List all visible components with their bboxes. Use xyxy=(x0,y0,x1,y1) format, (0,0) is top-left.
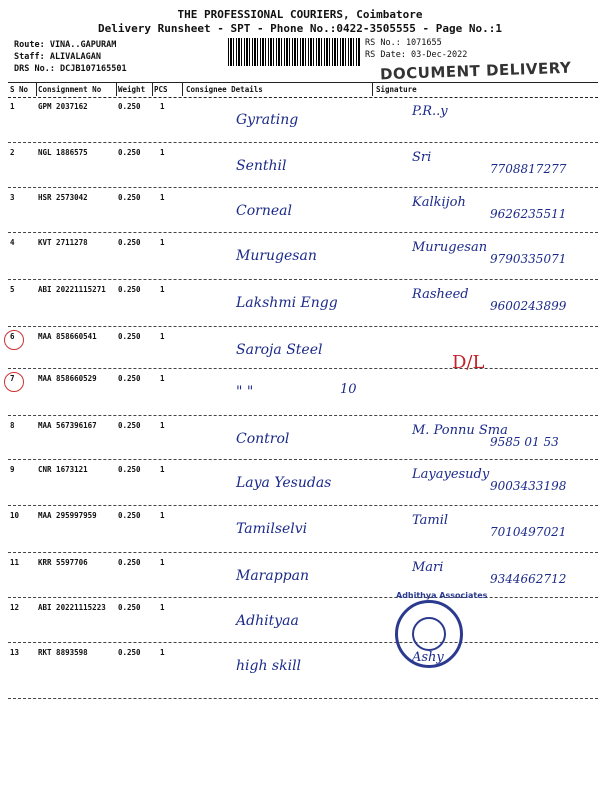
cell-sno: 9 xyxy=(10,465,15,474)
cell-consignment: KVT 2711278 xyxy=(38,238,88,247)
row-divider xyxy=(8,279,598,280)
cell-pcs: 1 xyxy=(160,285,165,294)
cell-weight: 0.250 xyxy=(118,603,141,612)
cell-consignment: MAA 858660529 xyxy=(38,374,97,383)
cell-weight: 0.250 xyxy=(118,238,141,247)
cell-sno: 10 xyxy=(10,511,20,520)
signature-handwriting: P.R..y xyxy=(412,104,448,119)
dl-mark: D/L xyxy=(452,352,485,373)
consignee-handwriting: Control xyxy=(236,431,290,447)
cell-weight: 0.250 xyxy=(118,285,141,294)
row-divider xyxy=(8,142,598,143)
row-divider xyxy=(8,597,598,598)
col-divider xyxy=(116,82,117,96)
rs-date-label: RS Date: 03-Dec-2022 xyxy=(365,50,468,60)
cell-sno: 12 xyxy=(10,603,20,612)
cell-consignment: NGL 1886575 xyxy=(38,148,88,157)
cell-weight: 0.250 xyxy=(118,648,141,657)
row-divider xyxy=(8,368,598,369)
cell-pcs: 1 xyxy=(160,374,165,383)
signature-handwriting: Layayesudy xyxy=(412,467,490,482)
bottom-rule xyxy=(8,698,598,699)
cell-consignment: KRR 5597706 xyxy=(38,558,88,567)
consignee-handwriting: Murugesan xyxy=(236,248,317,264)
col-divider xyxy=(182,82,183,96)
row-divider xyxy=(8,232,598,233)
phone-handwriting: 7708817277 xyxy=(490,162,567,176)
consignee-handwriting: Saroja Steel xyxy=(236,342,323,358)
cell-weight: 0.250 xyxy=(118,558,141,567)
row-divider xyxy=(8,642,598,643)
cell-weight: 0.250 xyxy=(118,465,141,474)
consignee-handwriting: Corneal xyxy=(236,203,292,219)
cell-pcs: 1 xyxy=(160,511,165,520)
col-divider xyxy=(36,82,37,96)
cell-pcs: 1 xyxy=(160,465,165,474)
cell-pcs: 1 xyxy=(160,648,165,657)
cell-weight: 0.250 xyxy=(118,148,141,157)
cell-consignment: CNR 1673121 xyxy=(38,465,88,474)
col-divider xyxy=(372,82,373,96)
cell-consignment: HSR 2573042 xyxy=(38,193,88,202)
cell-consignment: MAA 858660541 xyxy=(38,332,97,341)
round-stamp-inner xyxy=(412,617,446,651)
consignee-handwriting: Adhityaa xyxy=(236,613,299,629)
cell-pcs: 1 xyxy=(160,558,165,567)
cell-sno: 2 xyxy=(10,148,15,157)
barcode xyxy=(228,38,360,66)
consignee-handwriting: Marappan xyxy=(236,568,310,584)
signature-handwriting: Ashy xyxy=(412,650,444,665)
signature-handwriting: Sri xyxy=(412,150,432,165)
cell-weight: 0.250 xyxy=(118,421,141,430)
cell-pcs: 1 xyxy=(160,193,165,202)
cell-consignment: ABI 20221115223 xyxy=(38,603,106,612)
col-consignment: Consignment No xyxy=(38,85,102,94)
phone-handwriting: 7010497021 xyxy=(490,525,567,539)
consignee-handwriting: Lakshmi Engg xyxy=(236,295,338,311)
round-stamp-text: Adhithya Associates xyxy=(396,591,488,600)
bracket-note: 10 xyxy=(340,382,357,397)
col-details: Consignee Details xyxy=(186,85,263,94)
signature-handwriting: Murugesan xyxy=(412,240,488,255)
signature-handwriting: Rasheed xyxy=(412,287,469,302)
page-title: THE PROFESSIONAL COURIERS, Coimbatore xyxy=(177,8,423,21)
signature-handwriting: Mari xyxy=(412,560,444,575)
signature-handwriting: Tamil xyxy=(412,513,449,528)
cell-pcs: 1 xyxy=(160,148,165,157)
consignee-handwriting: " " xyxy=(236,384,254,400)
cell-sno: 6 xyxy=(10,332,15,341)
col-pcs: PCS xyxy=(154,85,168,94)
col-divider xyxy=(152,82,153,96)
row-divider xyxy=(8,552,598,553)
cell-weight: 0.250 xyxy=(118,374,141,383)
phone-handwriting: 9003433198 xyxy=(490,479,567,493)
circle-mark-6 xyxy=(4,330,24,350)
cell-weight: 0.250 xyxy=(118,193,141,202)
circle-mark-7 xyxy=(4,372,24,392)
cell-consignment: MAA 295997959 xyxy=(38,511,97,520)
cell-sno: 1 xyxy=(10,102,15,111)
cell-sno: 5 xyxy=(10,285,15,294)
signature-handwriting: M. Ponnu Sma xyxy=(412,423,508,438)
cell-consignment: ABI 20221115271 xyxy=(38,285,106,294)
round-stamp xyxy=(395,591,488,668)
cell-pcs: 1 xyxy=(160,238,165,247)
consignee-handwriting: Senthil xyxy=(236,158,287,174)
cell-sno: 4 xyxy=(10,238,15,247)
row-divider xyxy=(8,459,598,460)
page-subtitle: Delivery Runsheet - SPT - Phone No.:0422-3505555 - Page No.:1 xyxy=(98,22,502,35)
row-divider xyxy=(8,505,598,506)
drs-label: DRS No.: DCJB107165501 xyxy=(14,64,127,74)
document-delivery-stamp: DOCUMENT DELIVERY xyxy=(379,58,572,84)
phone-handwriting: 9585 01 53 xyxy=(490,435,559,449)
col-sno: S No xyxy=(10,85,29,94)
cell-sno: 13 xyxy=(10,648,20,657)
cell-weight: 0.250 xyxy=(118,332,141,341)
consignee-handwriting: high skill xyxy=(236,658,302,674)
cell-pcs: 1 xyxy=(160,332,165,341)
cell-pcs: 1 xyxy=(160,603,165,612)
phone-handwriting: 9626235511 xyxy=(490,207,567,221)
row-divider xyxy=(8,326,598,327)
route-label: Route: VINA..GAPURAM xyxy=(14,40,117,50)
phone-handwriting: 9790335071 xyxy=(490,252,567,266)
staff-label: Staff: ALIVALAGAN xyxy=(14,52,101,62)
cell-pcs: 1 xyxy=(160,421,165,430)
cell-sno: 3 xyxy=(10,193,15,202)
rs-no-label: RS No.: 1071655 xyxy=(365,38,442,48)
consignee-handwriting: Gyrating xyxy=(236,112,299,128)
signature-handwriting: Kalkijoh xyxy=(412,195,466,210)
consignee-handwriting: Tamilselvi xyxy=(236,521,308,537)
cell-sno: 8 xyxy=(10,421,15,430)
col-weight: Weight xyxy=(118,85,146,94)
cell-sno: 11 xyxy=(10,558,20,567)
cell-pcs: 1 xyxy=(160,102,165,111)
phone-handwriting: 9600243899 xyxy=(490,299,567,313)
table-header xyxy=(8,82,598,98)
cell-weight: 0.250 xyxy=(118,511,141,520)
row-divider xyxy=(8,415,598,416)
row-divider xyxy=(8,187,598,188)
cell-weight: 0.250 xyxy=(118,102,141,111)
col-signature: Signature xyxy=(376,85,417,94)
consignee-handwriting: Laya Yesudas xyxy=(236,475,332,491)
cell-consignment: GPM 2037162 xyxy=(38,102,88,111)
cell-consignment: MAA 567396167 xyxy=(38,421,97,430)
phone-handwriting: 9344662712 xyxy=(490,572,567,586)
cell-sno: 7 xyxy=(10,374,15,383)
cell-consignment: RKT 8893598 xyxy=(38,648,88,657)
